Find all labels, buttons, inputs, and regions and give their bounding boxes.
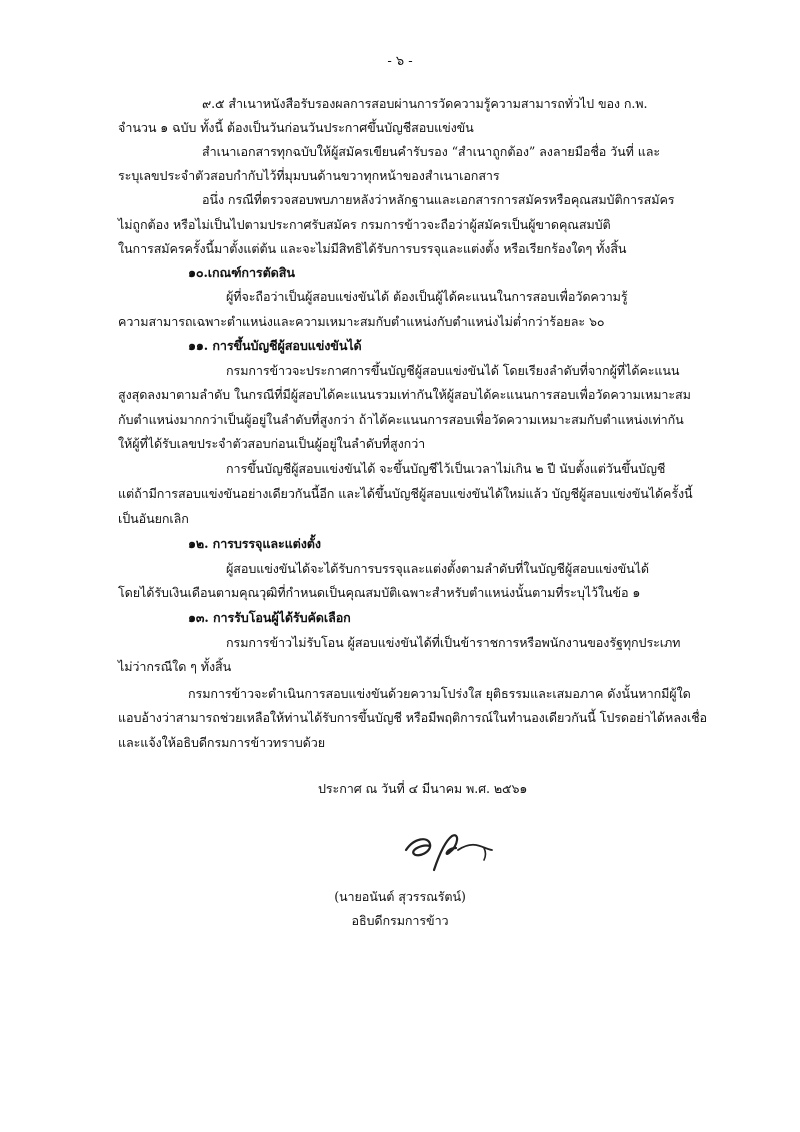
- section-13-line-2: ไม่ว่ากรณีใด ๆ ทั้งสิ้น: [118, 659, 232, 674]
- section-11-p2-line-3: เป็นอันยกเลิก: [118, 511, 189, 526]
- section-11-p1-line-1: กรมการข้าวจะประกาศการขึ้นบัญชีผู้สอบแข่งขันได้ โดยเรียงลำดับที่จากผู้ที่ได้คะแนน: [226, 363, 680, 378]
- certify-paragraph-line-1: สำเนาเอกสารทุกฉบับให้ผู้สมัครเขียนคำรับรอง “สำเนาถูกต้อง” ลงลายมือชื่อ วันที่ และ: [202, 144, 661, 159]
- section-12-line-1: ผู้สอบแข่งขันได้จะได้รับการบรรจุและแต่งตั้งตามลำดับที่ในบัญชีผู้สอบแข่งขันได้: [226, 561, 649, 576]
- section-11-p2-line-2: แต่ถ้ามีการสอบแข่งขันอย่างเดียวกันนี้อีก และได้ขึ้นบัญชีผู้สอบแข่งขันได้ใหม่แล้ว บัญชีผู้สอบแข่งขันได้ครั้งนี้: [118, 486, 693, 501]
- certify-paragraph-line-2: ระบุเลขประจำตัวสอบกำกับไว้ที่มุมบนด้านขวาทุกหน้าของสำเนาเอกสาร: [118, 168, 500, 183]
- section-11-p1-line-4: ให้ผู้ที่ได้รับเลขประจำตัวสอบก่อนเป็นผู้อยู่ในลำดับที่สูงกว่า: [118, 436, 426, 451]
- section-9-5-line-2: จำนวน ๑ ฉบับ ทั้งนี้ ต้องเป็นวันก่อนวันประกาศขึ้นบัญชีสอบแข่งขัน: [118, 120, 474, 135]
- signatory-name: (นายอนันต์ สุวรรณรัตน์): [334, 889, 466, 904]
- invalid-paragraph-line-3: ในการสมัครครั้งนี้มาตั้งแต่ต้น และจะไม่มีสิทธิได้รับการบรรจุและแต่งตั้ง หรือเรียกร้องใดๆ ทั้งสิ้น: [118, 241, 627, 256]
- section-13-line-1: กรมการข้าวไม่รับโอน ผู้สอบแข่งขันได้ที่เป็นข้าราชการหรือพนักงานของรัฐทุกประเภท: [226, 635, 681, 650]
- invalid-paragraph-line-1: อนึ่ง กรณีที่ตรวจสอบพบภายหลังว่าหลักฐานและเอกสารการสมัครหรือคุณสมบัติการสมัคร: [202, 192, 675, 207]
- announcement-date: ประกาศ ณ วันที่ ๔ มีนาคม พ.ศ. ๒๕๖๑: [318, 781, 528, 796]
- closing-line-2: แอบอ้างว่าสามารถช่วยเหลือให้ท่านได้รับการขึ้นบัญชี หรือมีพฤติการณ์ในทำนองเดียวกันนี้ โปรดอย่าได้หลงเชื่อ: [118, 710, 707, 725]
- section-10-line-1: ผู้ที่จะถือว่าเป็นผู้สอบแข่งขันได้ ต้องเป็นผู้ได้คะแนนในการสอบเพื่อวัดความรู้: [226, 289, 628, 304]
- section-11-p1-line-2: สูงสุดลงมาตามลำดับ ในกรณีที่มีผู้สอบได้คะแนนรวมเท่ากันให้ผู้สอบได้คะแนนการสอบเพื่อวัดความเหมาะสม: [118, 387, 691, 402]
- section-12-line-2: โดยได้รับเงินเดือนตามคุณวุฒิที่กำหนดเป็นคุณสมบัติเฉพาะสำหรับตำแหน่งนั้นตามที่ระบุไว้ในข้อ ๑: [118, 585, 641, 600]
- section-13-heading: ๑๓. การรับโอนผู้ได้รับคัดเลือก: [188, 610, 351, 625]
- section-10-heading: ๑๐.เกณฑ์การตัดสิน: [188, 265, 295, 280]
- section-11-heading: ๑๑. การขึ้นบัญชีผู้สอบแข่งขันได้: [188, 338, 362, 353]
- closing-line-3: และแจ้งให้อธิบดีกรมการข้าวทราบด้วย: [118, 735, 325, 750]
- page-number: - ๖ -: [387, 54, 413, 69]
- section-11-p1-line-3: กับตำแหน่งมากกว่าเป็นผู้อยู่ในลำดับที่สูงกว่า ถ้าได้คะแนนการสอบเพื่อวัดความเหมาะสมกับตำแหน่งเท่ากัน: [118, 412, 684, 427]
- section-11-p2-line-1: การขึ้นบัญชีผู้สอบแข่งขันได้ จะขึ้นบัญชีไว้เป็นเวลาไม่เกิน ๒ ปี นับตั้งแต่วันขึ้นบัญชี: [226, 461, 666, 476]
- section-10-line-2: ความสามารถเฉพาะตำแหน่งและความเหมาะสมกับตำแหน่งกับตำแหน่งไม่ต่ำกว่าร้อยละ ๖๐: [118, 314, 605, 329]
- invalid-paragraph-line-2: ไม่ถูกต้อง หรือไม่เป็นไปตามประกาศรับสมัคร กรมการข้าวจะถือว่าผู้สมัครเป็นผู้ขาดคุณสมบัติ: [118, 217, 611, 232]
- section-9-5-line-1: ๙.๕ สำเนาหนังสือรับรองผลการสอบผ่านการวัดความรู้ความสามารถทั่วไป ของ ก.พ.: [202, 96, 648, 111]
- section-12-heading: ๑๒. การบรรจุและแต่งตั้ง: [188, 536, 321, 551]
- closing-line-1: กรมการข้าวจะดำเนินการสอบแข่งขันด้วยความโปร่งใส ยุติธรรมและเสมอภาค ดังนั้นหากมีผู้ใด: [188, 686, 691, 701]
- handwritten-signature: [400, 828, 530, 878]
- signatory-title: อธิบดีกรมการข้าว: [351, 913, 449, 928]
